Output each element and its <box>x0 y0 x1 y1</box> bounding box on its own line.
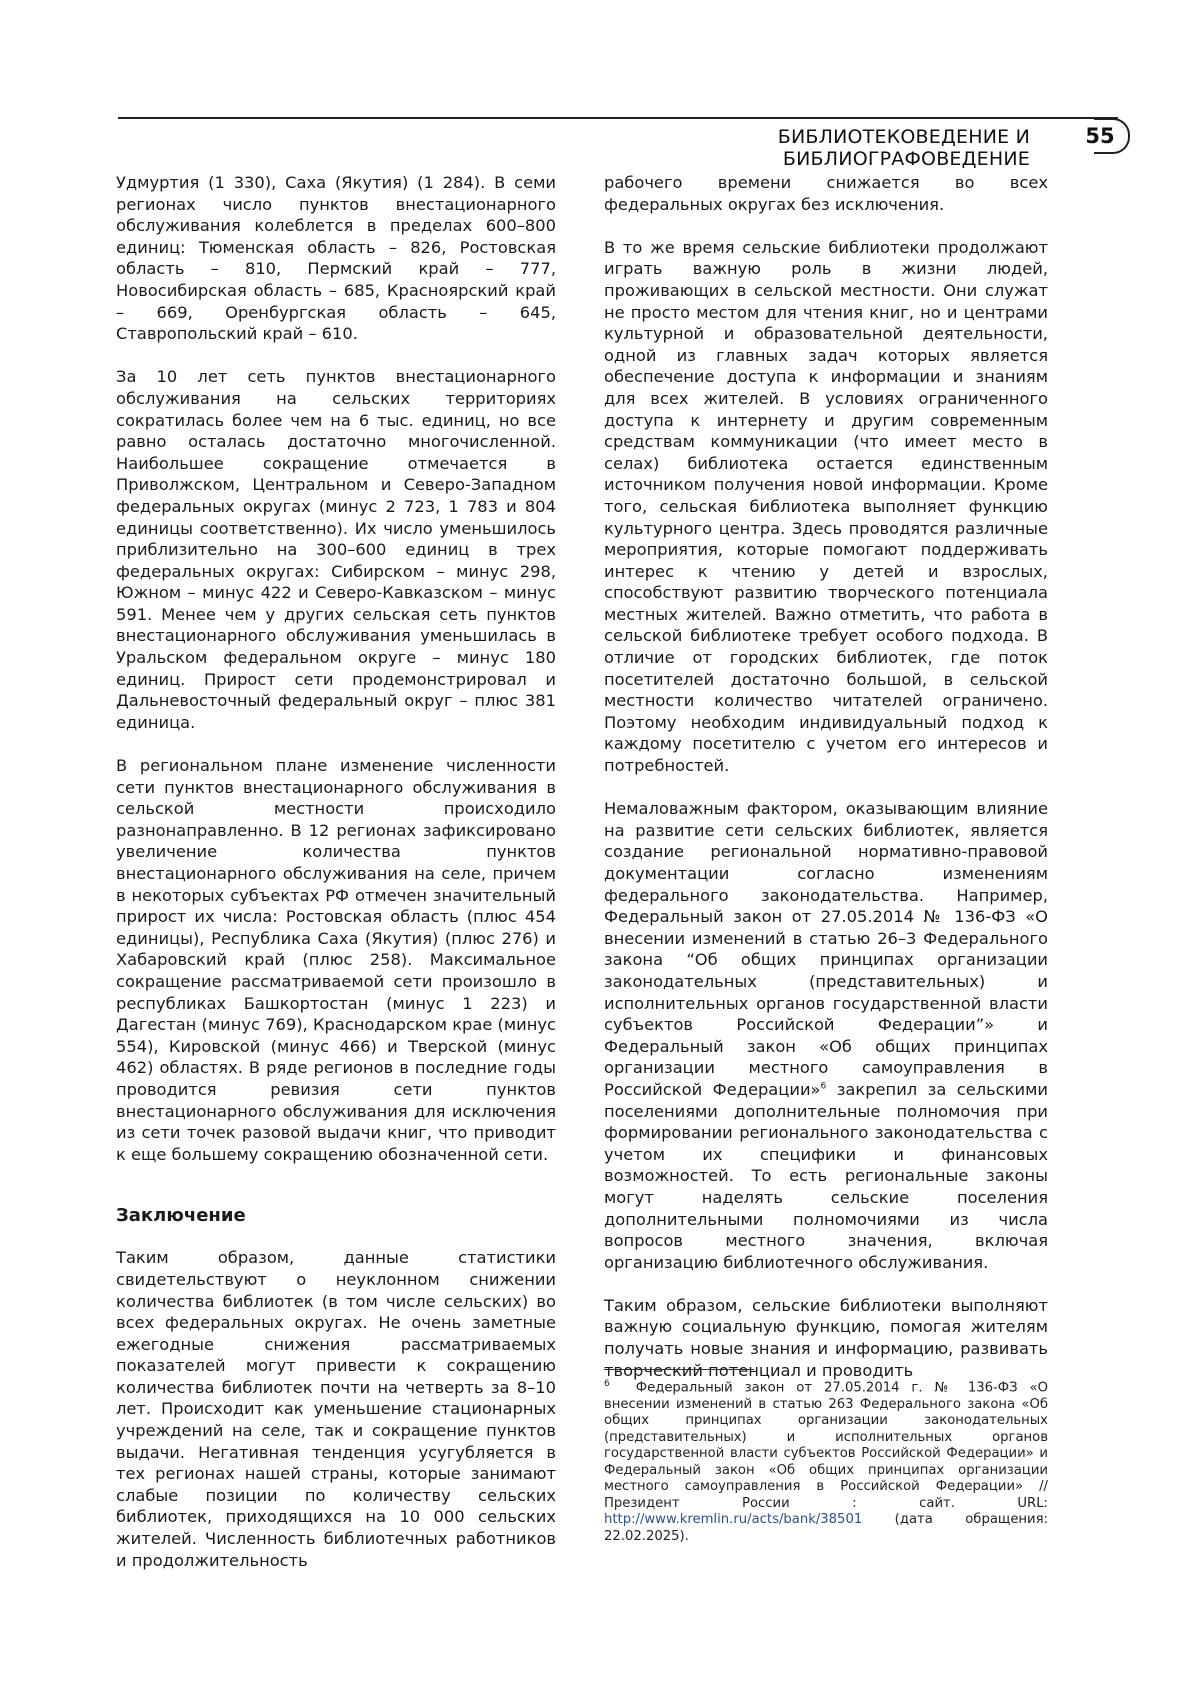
footnote-divider <box>604 1369 754 1370</box>
paragraph: Удмуртия (1 330), Саха (Якутия) (1 284). В семи регионах число пунктов внестационарного обслуживания колеблется в пределах 600–800 единиц: Тюменская область – 826, Ростовская область – 810, Пермский край – 777, Новосибирская область – 685, Красноярский край – 669, Оренбургская область – 645, Ставропольский край – 610. <box>116 172 556 345</box>
paragraph: Таким образом, сельские библиотеки выполняют важную социальную функцию, помогая жителям получать новые знания и информацию, развивать творческий потенциал и проводить <box>604 1295 1048 1381</box>
running-header-title: БИБЛИОТЕКОВЕДЕНИЕ И БИБЛИОГРАФОВЕДЕНИЕ <box>560 126 1030 170</box>
page-number: 55 <box>1080 121 1120 151</box>
left-column <box>116 172 556 1571</box>
paragraph <box>604 798 1048 1273</box>
paragraph: В то же время сельские библиотеки продолжают играть важную роль в жизни людей, проживающих в сельской местности. Они служат не просто местом для чтения книг, но и центрами культурной и образовательной деятельности, одной из главных задач которых является обеспечение доступа к информации и знаниям для всех жителей. В условиях ограниченного доступа к интернету и другим современным средствам коммуникации (что имеет место в селах) библиотека остается единственным источником получения новой информации. Кроме того, сельская библиотека выполняет функцию культурного центра. Здесь проводятся различные мероприятия, которые помогают поддерживать интерес к чтению у детей и взрослых, способствуют развитию творческого потенциала местных жителей. Важно отметить, что работа в сельской библиотеке требует особого подхода. В отличие от городских библиотек, где поток посетителей достаточно большой, в сельской местности количество читателей ограничено. Поэтому необходим индивидуальный подход к каждому посетителю с учетом его интересов и потребностей. <box>604 237 1048 777</box>
paragraph: Таким образом, данные статистики свидетельствуют о неуклонном снижении количества библиотек (в том числе сельских) во всех федеральных округах. Не очень заметные ежегодные снижения рассматриваемых показателей могут привести к сокращению количества библиотек почти на четверть за 8–10 лет. Происходит как уменьшение стационарных учреждений на селе, так и сокращение пунктов выдачи. Негативная тенденция усугубляется в тех регионах нашей страны, которые занимают слабые позиции по количеству сельских библиотек, приходящихся на 10 000 сельских жителей. Численность библиотечных работников и продолжительность <box>116 1247 556 1571</box>
footnote-text: Федеральный закон от 27.05.2014 г. № 136-ФЗ «О внесении изменений в статью 263 Федерального закона «Об общих принципах организации законодательных (представительных) и исполнительных органов государственной власти субъектов Российской Федерации» и Федеральный закон «Об общих принципах организации местного самоуправления в Российской Федерации» // Президент России : сайт. URL: <box>604 1380 1048 1511</box>
paragraph-text: Немаловажным фактором, оказывающим влияние на развитие сети сельских библиотек, является создание региональной нормативно-правовой документации согласно изменениям федерального законодательства. Например, Федеральный закон от 27.05.2014 № 136-ФЗ «О внесении изменений в статью 26–3 Федерального закона “Об общих принципах организации законодательных (представительных) и исполнительных органов государственной власти субъектов Российской Федерации”» и Федеральный закон «Об общих принципах организации местного самоуправления в Российской Федерации» <box>604 799 1048 1099</box>
footnote-number: 6 <box>604 1379 610 1389</box>
footnote-text: (дата обращения: 22.02.2025). <box>604 1512 1048 1544</box>
paragraph: рабочего времени снижается во всех федеральных округах без исключения. <box>604 172 1048 215</box>
right-column <box>604 172 1048 1381</box>
footnote-reference[interactable]: 6 <box>821 1082 827 1092</box>
footnote <box>604 1376 1048 1545</box>
section-heading: Заключение <box>116 1205 556 1227</box>
paragraph-text: закрепил за сельскими поселениями дополнительные полномочия при формировании регионального законодательства с учетом их специфики и финансовых возможностей. То есть региональные законы могут наделять сельские поселения дополнительными полномочиями из числа вопросов местного значения, включая организацию библиотечного обслуживания. <box>604 1080 1048 1272</box>
paragraph: За 10 лет сеть пунктов внестационарного обслуживания на сельских территориях сократилась более чем на 6 тыс. единиц, но все равно осталась достаточно многочисленной. Наибольшее сокращение отмечается в Приволжском, Центральном и Северо-Западном федеральных округах (минус 2 723, 1 783 и 804 единицы соответственно). Их число уменьшилось приблизительно на 300–600 единиц в трех федеральных округах: Сибирском – минус 298, Южном – минус 422 и Северо-Кавказском – минус 591. Менее чем у других сельская сеть пунктов внестационарного обслуживания уменьшилась в Уральском федеральном округе – минус 180 единиц. Прирост сети продемонстрировал и Дальневосточный федеральный округ – плюс 381 единица. <box>116 366 556 733</box>
paragraph: В региональном плане изменение численности сети пунктов внестационарного обслуживания в сельской местности происходило разнонаправленно. В 12 регионах зафиксировано увеличение количества пунктов внестационарного обслуживания на селе, причем в некоторых субъектах РФ отмечен значительный прирост их числа: Ростовская область (плюс 454 единицы), Республика Саха (Якутия) (плюс 276) и Хабаровский край (плюс 258). Максимальное сокращение рассматриваемой сети произошло в республиках Башкортостан (минус 1 223) и Дагестан (минус 769), Краснодарском крае (минус 554), Кировской (минус 466) и Тверской (минус 462) областях. В ряде регионов в последние годы проводится ревизия сети пунктов внестационарного обслуживания для исключения из сети точек разовой выдачи книг, что приводит к еще большему сокращению обозначенной сети. <box>116 755 556 1165</box>
footnote-link[interactable]: http://www.kremlin.ru/acts/bank/38501 <box>604 1512 862 1527</box>
